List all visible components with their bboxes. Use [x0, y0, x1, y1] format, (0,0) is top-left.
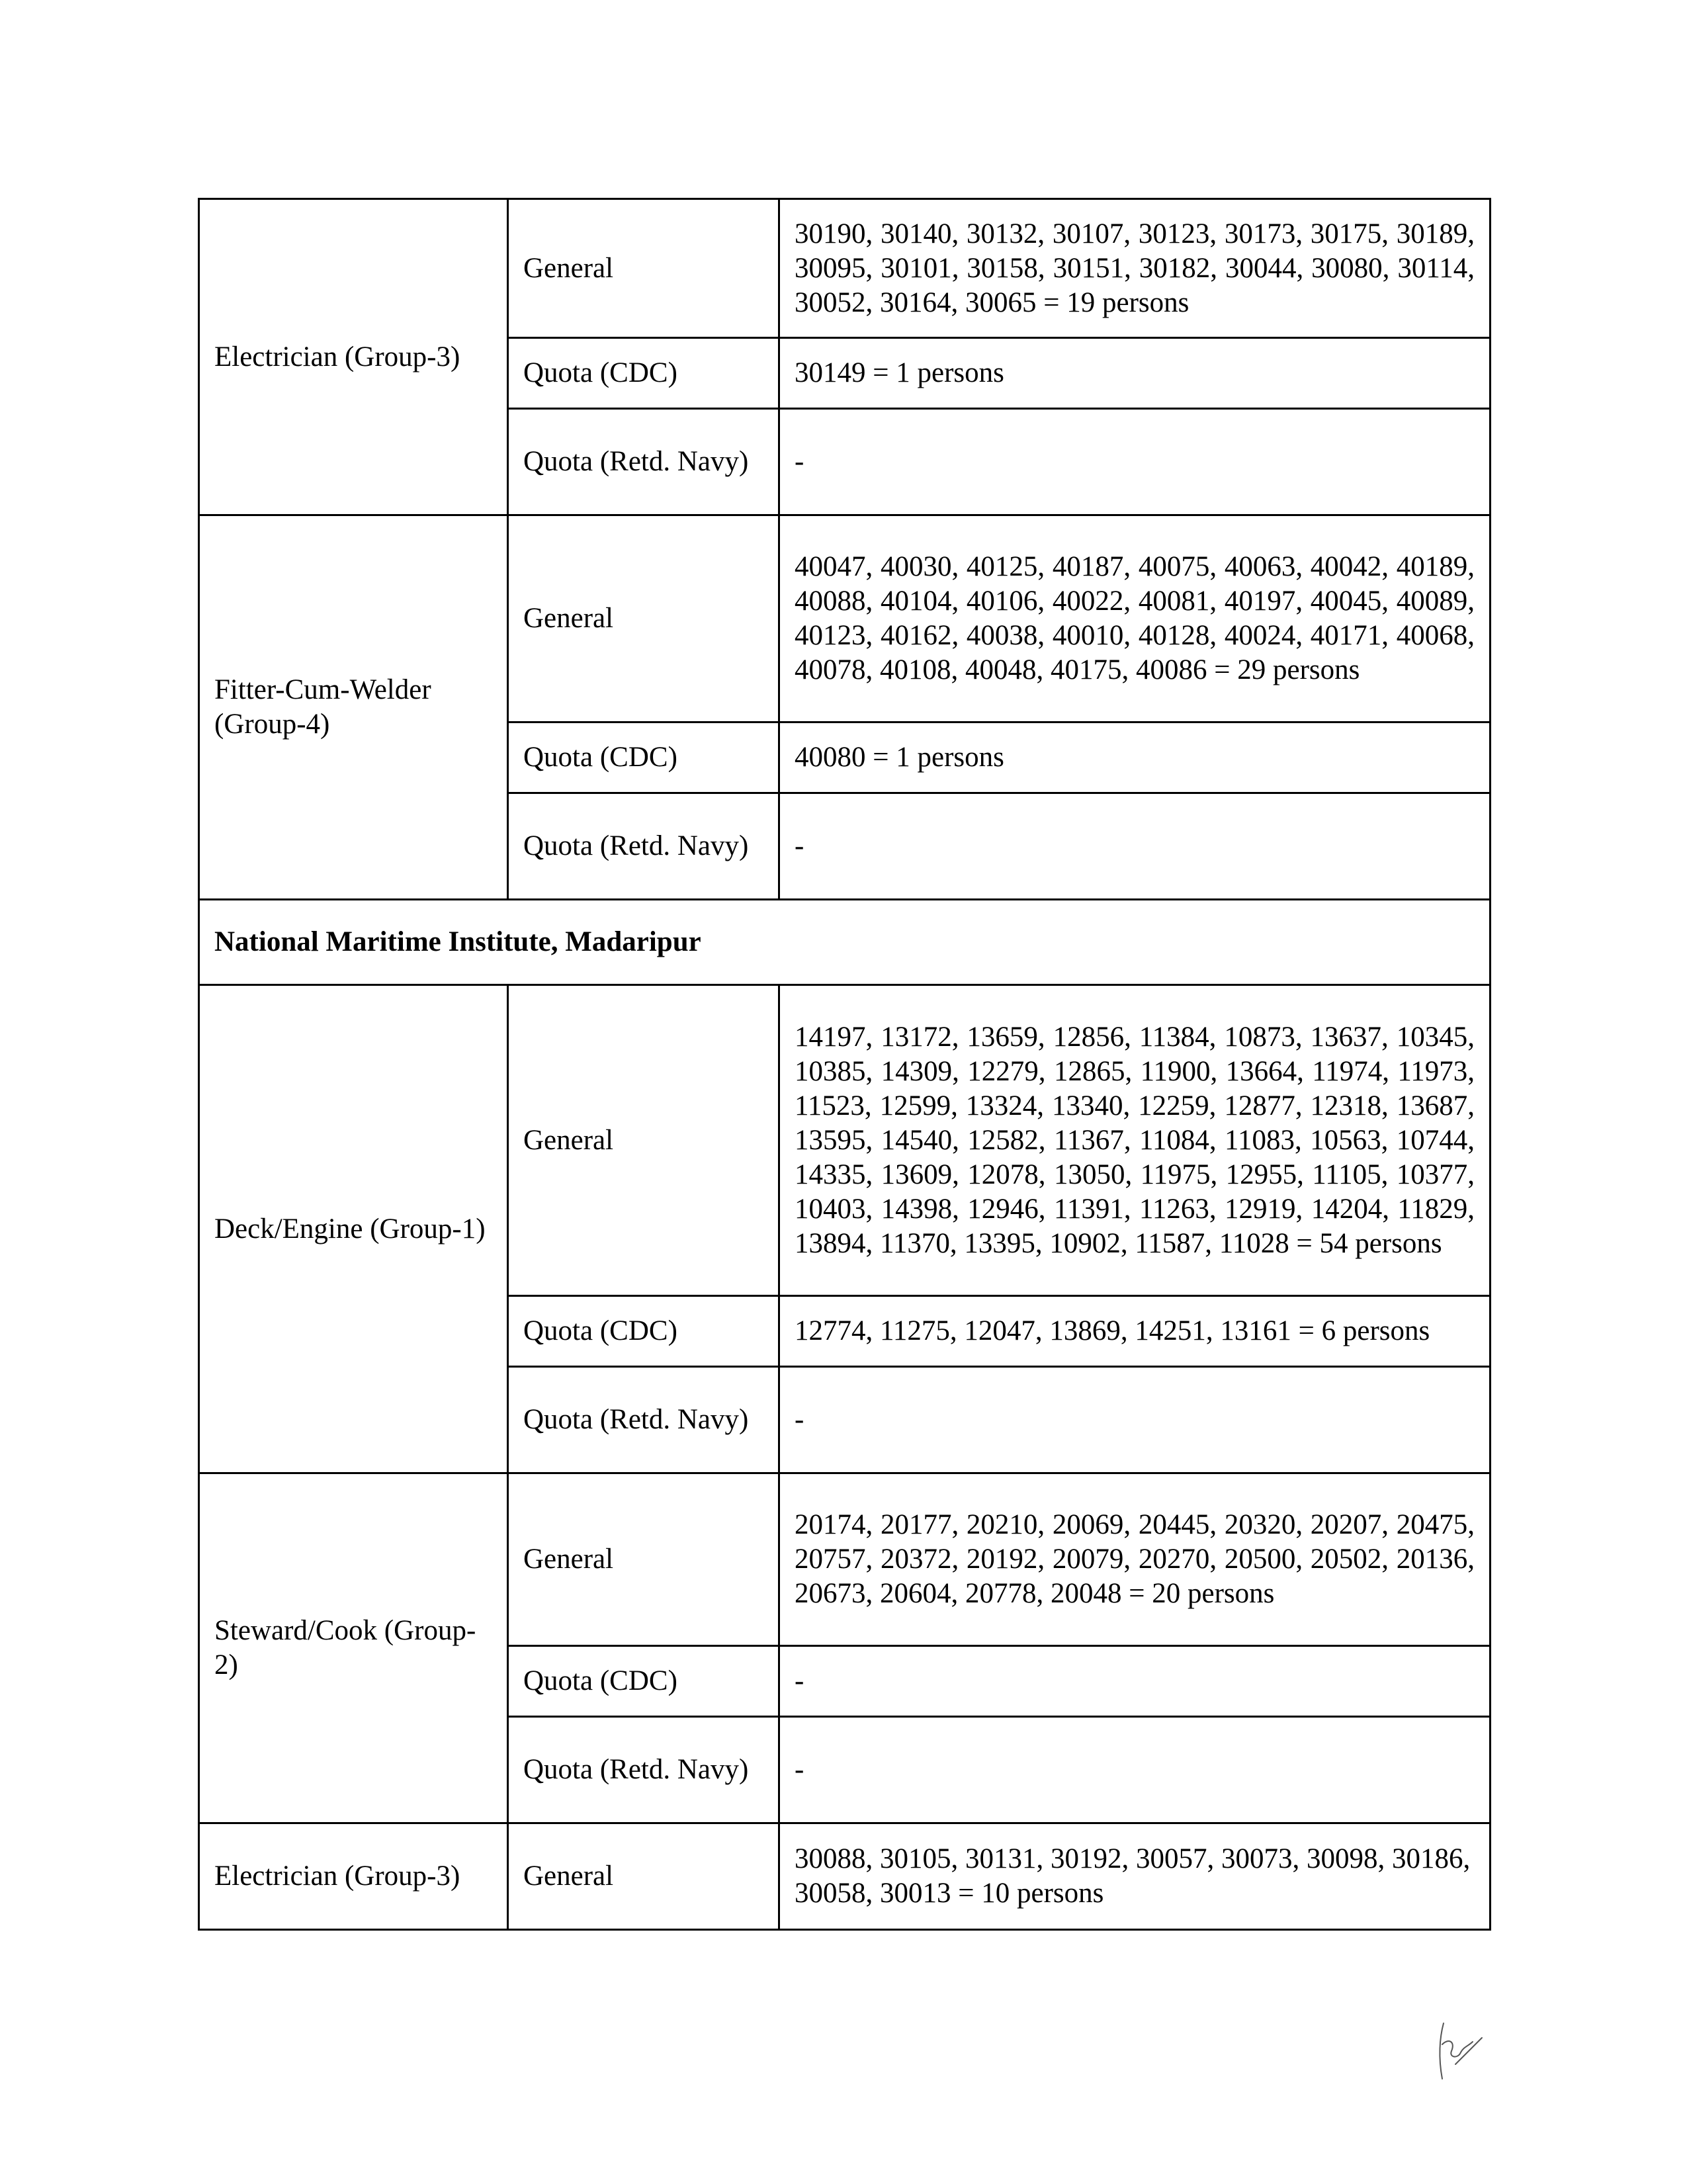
- result-table: [198, 198, 1491, 1931]
- value-cell: 30088, 30105, 30131, 30192, 30057, 30073, 30098, 30186, 30058, 30013 = 10 persons: [779, 1823, 1491, 1930]
- value-cell: 20174, 20177, 20210, 20069, 20445, 20320, 20207, 20475, 20757, 20372, 20192, 20079, 20270, 20500, 20502, 20136, 20673, 20604, 20778, 20048 = 20 persons: [779, 1473, 1491, 1646]
- table-row: [199, 985, 1491, 1296]
- section-title: National Maritime Institute, Madaripur: [199, 900, 1491, 985]
- category-cell: General: [508, 515, 779, 722]
- category-cell: General: [508, 985, 779, 1296]
- category-cell: Quota (Retd. Navy): [508, 1367, 779, 1473]
- value-cell: 40047, 40030, 40125, 40187, 40075, 40063, 40042, 40189, 40088, 40104, 40106, 40022, 40081, 40197, 40045, 40089, 40123, 40162, 40038, 40010, 40128, 40024, 40171, 40068, 40078, 40108, 40048, 40175, 40086 = 29 persons: [779, 515, 1491, 722]
- value-cell: 40080 = 1 persons: [779, 722, 1491, 793]
- table-row: [199, 1823, 1491, 1930]
- value-cell: -: [779, 409, 1491, 515]
- value-cell: -: [779, 1367, 1491, 1473]
- category-cell: General: [508, 1473, 779, 1646]
- table-row: [199, 515, 1491, 722]
- category-cell: Quota (Retd. Navy): [508, 409, 779, 515]
- table-row: [199, 199, 1491, 338]
- category-cell: Quota (CDC): [508, 1646, 779, 1717]
- category-cell: Quota (Retd. Navy): [508, 1717, 779, 1823]
- trade-cell: Fitter-Cum-Welder (Group-4): [199, 515, 508, 900]
- trade-cell: Steward/Cook (Group-2): [199, 1473, 508, 1823]
- trade-cell: Electrician (Group-3): [199, 199, 508, 515]
- value-cell: 30149 = 1 persons: [779, 338, 1491, 409]
- section-row: [199, 900, 1491, 985]
- category-cell: General: [508, 1823, 779, 1930]
- value-cell: 12774, 11275, 12047, 13869, 14251, 13161 = 6 persons: [779, 1296, 1491, 1367]
- value-cell: -: [779, 1717, 1491, 1823]
- category-cell: General: [508, 199, 779, 338]
- value-cell: 30190, 30140, 30132, 30107, 30123, 30173, 30175, 30189, 30095, 30101, 30158, 30151, 30182, 30044, 30080, 30114, 30052, 30164, 30065 = 19 persons: [779, 199, 1491, 338]
- category-cell: Quota (Retd. Navy): [508, 793, 779, 900]
- trade-cell: Deck/Engine (Group-1): [199, 985, 508, 1473]
- table-row: [199, 1473, 1491, 1646]
- value-cell: -: [779, 793, 1491, 900]
- signature-mark: [1436, 2018, 1489, 2084]
- category-cell: Quota (CDC): [508, 1296, 779, 1367]
- value-cell: -: [779, 1646, 1491, 1717]
- trade-cell: Electrician (Group-3): [199, 1823, 508, 1930]
- value-cell: 14197, 13172, 13659, 12856, 11384, 10873, 13637, 10345, 10385, 14309, 12279, 12865, 11900, 13664, 11974, 11973, 11523, 12599, 13324, 13340, 12259, 12877, 12318, 13687, 13595, 14540, 12582, 11367, 11084, 11083, 10563, 10744, 14335, 13609, 12078, 13050, 11975, 12955, 11105, 10377, 10403, 14398, 12946, 11391, 11263, 12919, 14204, 11829, 13894, 11370, 13395, 10902, 11587, 11028 = 54 persons: [779, 985, 1491, 1296]
- category-cell: Quota (CDC): [508, 338, 779, 409]
- category-cell: Quota (CDC): [508, 722, 779, 793]
